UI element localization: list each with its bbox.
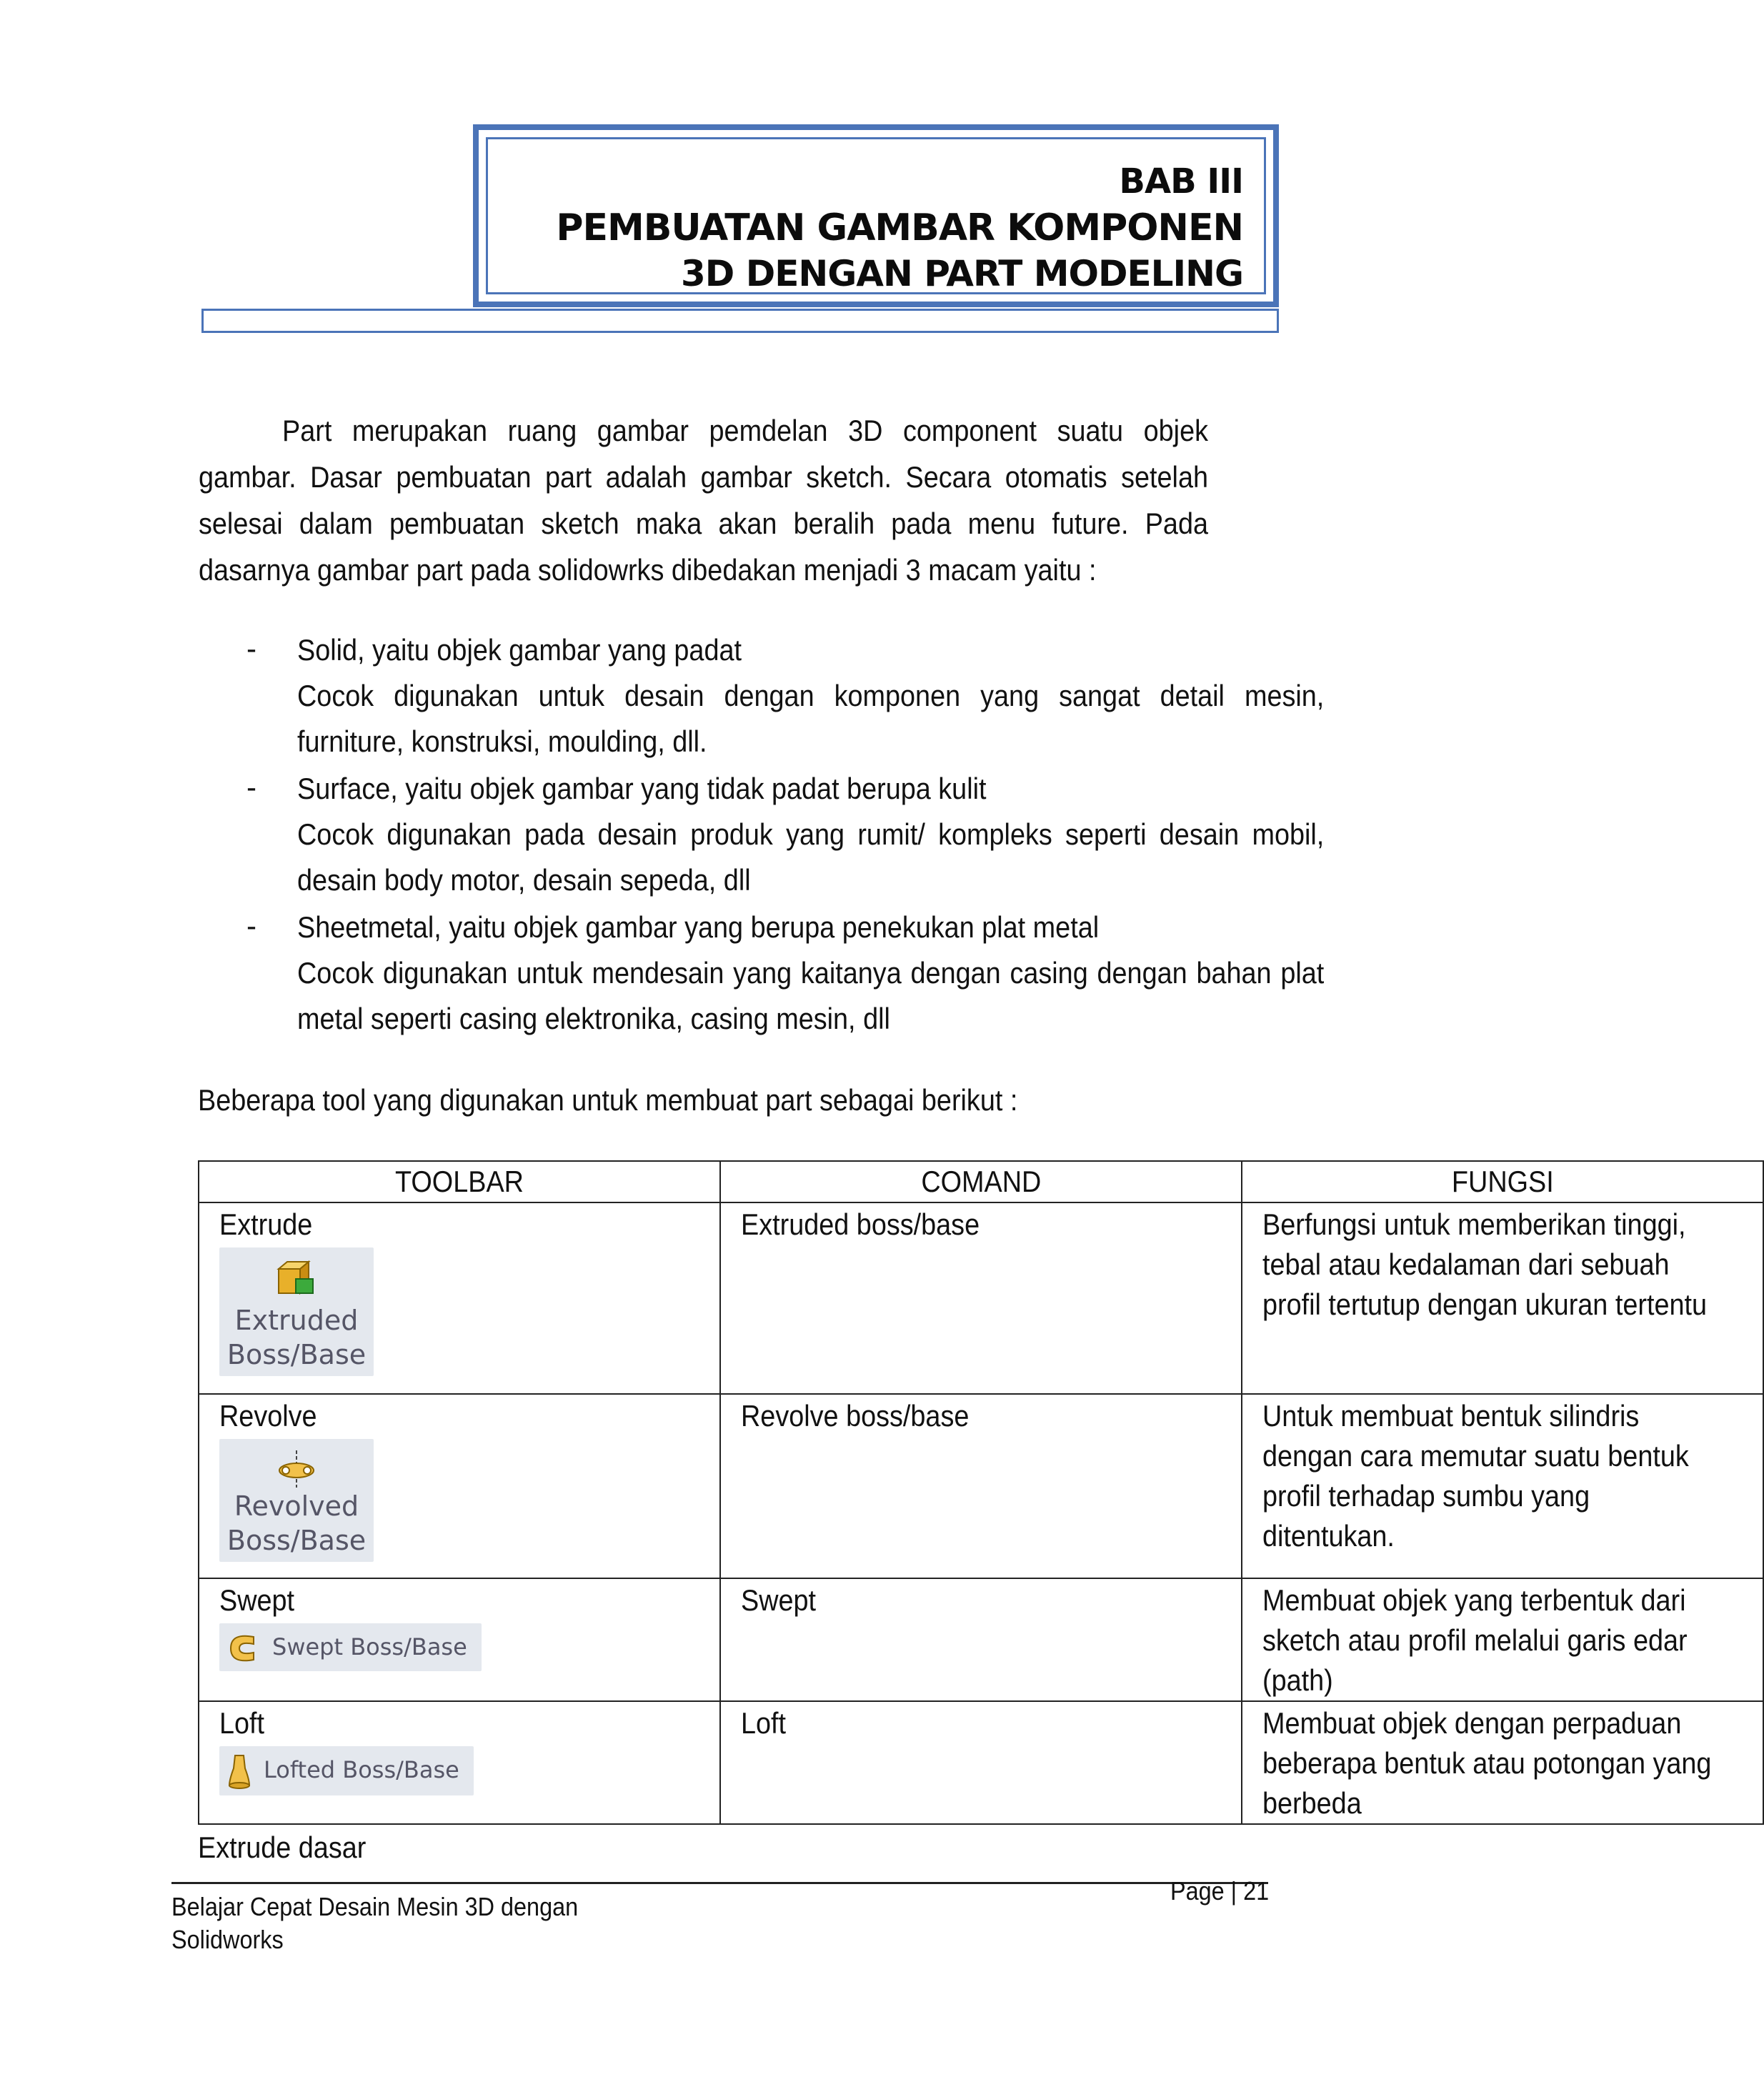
list-item-surface [297, 766, 1324, 903]
list-item-solid [297, 627, 1324, 764]
extrude-dasar-heading: Extrude dasar [198, 1831, 367, 1864]
extruded-boss-base-button[interactable] [219, 1247, 374, 1376]
command-cell [720, 1701, 1242, 1824]
command-cell [720, 1578, 1242, 1701]
chapter-number: BAB III [1119, 161, 1243, 201]
revolved-label-line1: Revolved [234, 1490, 359, 1522]
fungsi-cell [1242, 1202, 1763, 1394]
intro-paragraph: Part merupakan ruang gambar pemdelan 3D component suatu objek gambar. Dasar pembuatan part adalah gambar sketch. Secara otomatis setelah selesai dalam pembuatan sketch maka akan beralih pada menu future. Pada dasarnya gambar part pada solidowrks dibedakan menjadi 3 macam yaitu : [199, 414, 1208, 587]
command-text: Extruded boss/base [741, 1207, 980, 1241]
list-item-title: Solid, yaitu objek gambar yang padat [297, 633, 742, 667]
list-item-sheetmetal [297, 905, 1324, 1042]
table-row-loft [199, 1701, 1763, 1824]
chapter-header-box [473, 124, 1279, 307]
list-bullet: - [246, 909, 256, 942]
list-item-desc: Cocok digunakan untuk desain dengan komponen yang sangat detail mesin, furniture, konstruksi, moulding, dll. [297, 679, 1325, 758]
command-cell [720, 1394, 1242, 1578]
command-text: Loft [741, 1706, 787, 1740]
toolbar-cell [199, 1578, 720, 1701]
table-row-extrude [199, 1202, 1763, 1394]
header-toolbar: TOOLBAR [199, 1161, 720, 1202]
command-text: Swept [741, 1583, 817, 1617]
table-intro: Beberapa tool yang digunakan untuk membuat part sebagai berikut : [198, 1083, 1018, 1117]
list-item-title: Sheetmetal, yaitu objek gambar yang berupa penekukan plat metal [297, 910, 1100, 944]
toolbar-name: Swept [219, 1583, 295, 1617]
table-row-revolve [199, 1394, 1763, 1578]
toolbar-cell [199, 1202, 720, 1394]
footer-title-line2: Solidworks [171, 1925, 284, 1954]
toolbar-cell [199, 1394, 720, 1578]
table-header-row [199, 1161, 1763, 1202]
revolved-label-line2: Boss/Base [226, 1525, 367, 1556]
loft-icon [225, 1751, 254, 1791]
revolve-icon [271, 1449, 322, 1489]
header-underline-bar [201, 309, 1279, 333]
extruded-label-line2: Boss/Base [226, 1339, 367, 1370]
chapter-title-line2: 3D DENGAN PART MODELING [681, 253, 1243, 294]
tools-table [198, 1160, 1764, 1825]
fungsi-cell [1242, 1578, 1763, 1701]
list-item-title: Surface, yaitu objek gambar yang tidak padat berupa kulit [297, 772, 987, 805]
footer-book-title [171, 1891, 578, 1956]
fungsi-cell [1242, 1394, 1763, 1578]
command-cell [720, 1202, 1242, 1394]
lofted-button-label: Lofted Boss/Base [264, 1756, 459, 1783]
fungsi-cell [1242, 1701, 1763, 1824]
lofted-boss-base-button[interactable] [219, 1746, 474, 1795]
toolbar-name: Extrude [219, 1207, 313, 1241]
footer-title-line1: Belajar Cepat Desain Mesin 3D dengan [171, 1892, 579, 1921]
chapter-title-line1: PEMBUATAN GAMBAR KOMPONEN [556, 206, 1243, 249]
chapter-title [556, 159, 1243, 296]
revolved-boss-base-button[interactable] [219, 1439, 374, 1562]
fungsi-text: Membuat objek yang terbentuk dari sketch atau profil melalui garis edar (path) [1262, 1583, 1688, 1697]
list-item-desc: Cocok digunakan pada desain produk yang rumit/ kompleks seperti desain mobil, desain body motor, desain sepeda, dll [297, 817, 1325, 897]
header-fungsi: FUNGSI [1242, 1161, 1763, 1202]
extruded-label-line1: Extruded [234, 1305, 359, 1336]
command-text: Revolve boss/base [741, 1399, 970, 1433]
list-bullet: - [246, 770, 256, 804]
toolbar-cell [199, 1701, 720, 1824]
page-number: Page | 21 [1170, 1876, 1270, 1906]
toolbar-name: Revolve [219, 1399, 317, 1433]
list-bullet: - [246, 632, 256, 665]
fungsi-text: Berfungsi untuk memberikan tinggi, tebal atau kedalaman dari sebuah profil tertutup dengan ukuran tertentu [1262, 1207, 1708, 1321]
list-item-desc: Cocok digunakan untuk mendesain yang kaitanya dengan casing dengan bahan plat metal seperti casing elektronika, casing mesin, dll [297, 956, 1325, 1035]
swept-button-label: Swept Boss/Base [272, 1633, 467, 1660]
toolbar-name: Loft [219, 1706, 265, 1740]
swept-icon [225, 1630, 262, 1667]
swept-boss-base-button[interactable] [219, 1623, 482, 1671]
table-row-swept [199, 1578, 1763, 1701]
header-command: COMAND [720, 1161, 1242, 1202]
footer-divider [171, 1882, 1268, 1884]
extrude-icon [271, 1257, 322, 1303]
fungsi-text: Untuk membuat bentuk silindris dengan cara memutar suatu bentuk profil terhadap sumbu yang ditentukan. [1262, 1399, 1689, 1553]
fungsi-text: Membuat objek dengan perpaduan beberapa bentuk atau potongan yang berbeda [1262, 1706, 1712, 1820]
